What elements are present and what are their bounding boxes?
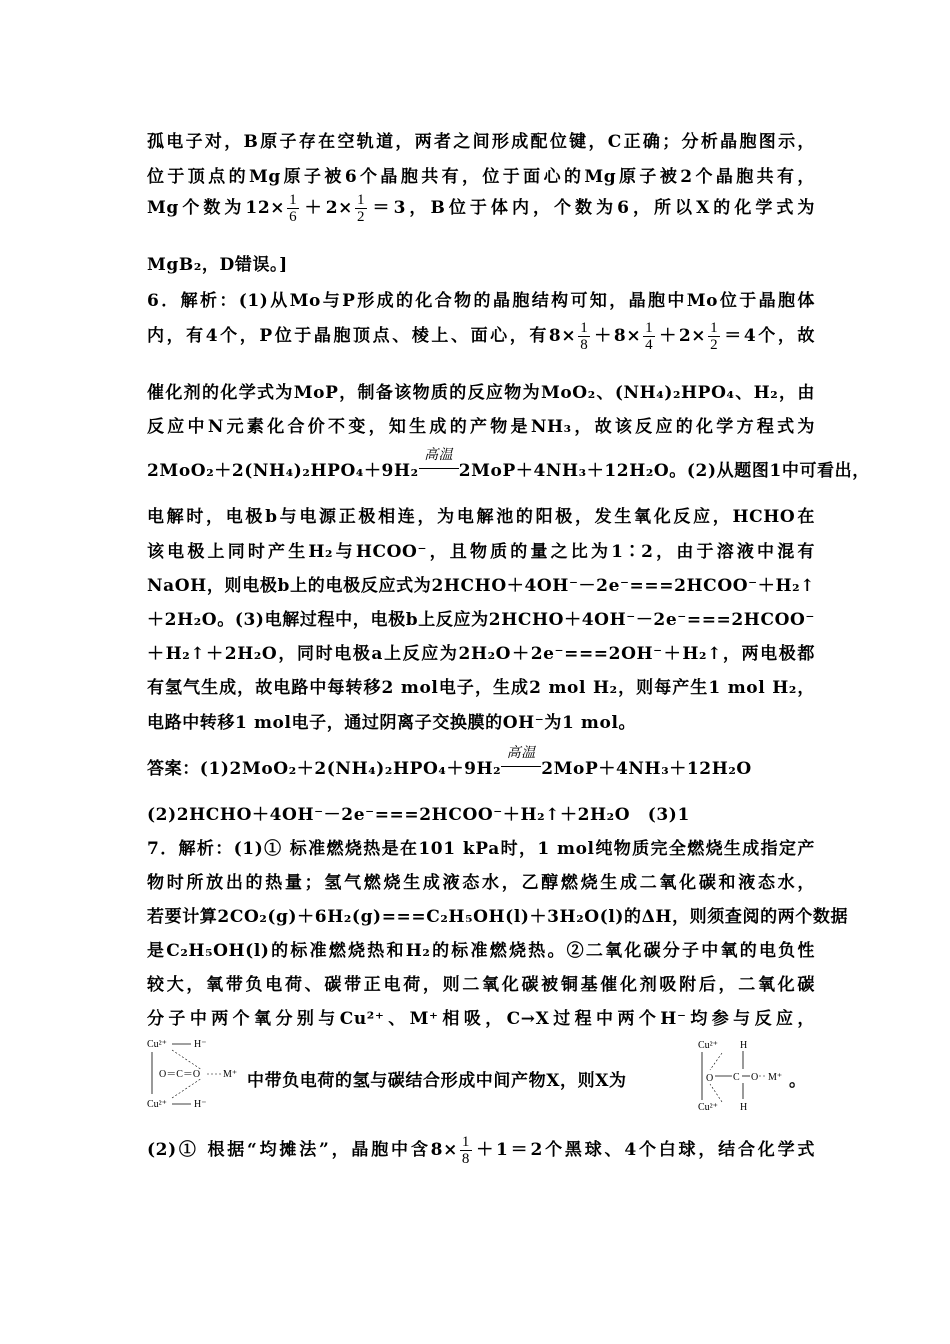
- fraction: $\frac{1}{2}$: [357, 192, 366, 225]
- text-line: 位于顶点的Mg原子被6个晶胞共有，位于面心的Mg原子被2个晶胞共有，: [147, 167, 815, 187]
- text-line: NaOH，则电极b上的电极反应式为2HCHO＋4OH⁻－2e⁻===2HCOO⁻＋H₂↑: [147, 576, 815, 596]
- fraction: $\frac{1}{8}$: [461, 1134, 471, 1167]
- label: Cu²⁺: [698, 1040, 718, 1051]
- text-line: ＋H₂↑＋2H₂O，同时电极a上反应为2H₂O＋2e⁻===2OH⁻＋H₂↑，两电极都: [147, 644, 815, 664]
- text-line: 6．解析：(1)从Mo与P形成的化合物的晶胞结构可知，晶胞中Mo位于晶胞体: [147, 291, 815, 311]
- label: H: [740, 1102, 748, 1113]
- fraction: $\frac{1}{6}$: [289, 192, 298, 225]
- label: O＝C＝O: [159, 1069, 201, 1080]
- text-line: 电解时，电极b与电源正极相连，为电解池的阳极，发生氧化反应，HCHO在: [147, 507, 815, 527]
- label: M⁺: [768, 1072, 783, 1083]
- text-line: ＋2H₂O。(3)电解过程中，电极b上反应为2HCHO＋4OH⁻－2e⁻===2HCOO⁻: [147, 610, 815, 630]
- text-line: 反应中N元素化合价不变，知生成的产物是NH₃，故该反应的化学方程式为: [147, 417, 815, 437]
- text-line: 催化剂的化学式为MoP，制备该物质的反应物为MoO₂、(NH₄)₂HPO₄、H₂，由: [147, 383, 815, 403]
- fraction: $\frac{1}{8}$: [580, 320, 589, 353]
- label: C: [733, 1072, 740, 1083]
- text-line-with-fraction: Mg个数为12× $\frac{1}{6}$ ＋2× $\frac{1}{2}$ ＝3，B位于体内，个数为6，所以X的化学式为: [147, 192, 816, 225]
- label: O: [751, 1072, 759, 1083]
- text-line-with-fraction: (2)① 根据“均摊法”，晶胞中含8× $\frac{1}{8}$ ＋1＝2个黑球、4个白球，结合化学式: [147, 1134, 815, 1167]
- text-line: MgB₂，D错误。]: [147, 255, 288, 275]
- label: O: [706, 1073, 714, 1084]
- label: H⁻: [194, 1099, 207, 1110]
- label: Cu²⁺: [147, 1039, 167, 1050]
- text-line: 。: [789, 1071, 807, 1091]
- label: H: [740, 1040, 748, 1051]
- text-line: 孤电子对，B原子存在空轨道，两者之间形成配位键，C正确；分析晶胞图示，: [147, 132, 815, 152]
- label: Cu²⁺: [698, 1102, 718, 1113]
- text-line: 物时所放出的热量；氢气燃烧生成液态水，乙醇燃烧生成二氧化碳和液态水，: [147, 873, 815, 893]
- text-line: 电路中转移1 mol电子，通过阴离子交换膜的OH⁻为1 mol。: [147, 713, 637, 733]
- label: M⁺: [223, 1069, 238, 1080]
- text-line: 7．解析：(1)① 标准燃烧热是在101 kPa时，1 mol纯物质完全燃烧生成指定产: [147, 839, 815, 859]
- text-line: 有氢气生成，故电路中每转移2 mol电子，生成2 mol H₂，则每产生1 mol H₂，: [147, 678, 815, 698]
- fraction: $\frac{1}{2}$: [710, 320, 719, 353]
- intermediate-x-structure-diagram: [696, 1036, 788, 1116]
- reaction-condition: 高温: [419, 458, 459, 478]
- text-line: 较大，氧带负电荷、碳带正电荷，则二氧化碳被铜基催化剂吸附后，二氧化碳: [147, 975, 815, 995]
- text-line: 中带负电荷的氢与碳结合形成中间产物X，则X为: [247, 1071, 627, 1091]
- adsorption-structure-diagram: [147, 1036, 247, 1112]
- label: H⁻: [194, 1039, 207, 1050]
- answer-line: 答案：(1)2MoO₂＋2(NH₄)₂HPO₄＋9H₂ 高温 2MoP＋4NH₃＋12H₂O: [147, 745, 752, 779]
- text-line: 是C₂H₅OH(l)的标准燃烧热和H₂的标准燃烧热。②二氧化碳分子中氧的电负性: [147, 941, 815, 961]
- answer-line: (2)2HCHO＋4OH⁻－2e⁻===2HCOO⁻＋H₂↑＋2H₂O (3)1: [147, 805, 690, 825]
- reaction-condition: 高温: [501, 756, 541, 776]
- text-line: 该电极上同时产生H₂与HCOO⁻，且物质的量之比为1∶2，由于溶液中混有: [147, 542, 815, 562]
- fraction: $\frac{1}{4}$: [645, 320, 654, 353]
- equation-line: 2MoO₂＋2(NH₄)₂HPO₄＋9H₂ 高温 2MoP＋4NH₃＋12H₂O。(2)从题图1中可看出，: [147, 447, 870, 481]
- text-line: 若要计算2CO₂(g)＋6H₂(g)===C₂H₅OH(l)＋3H₂O(l)的ΔH，则须查阅的两个数据: [147, 907, 849, 927]
- label: Cu²⁺: [147, 1099, 167, 1110]
- text-line-with-fraction: 内，有4个，P位于晶胞顶点、棱上、面心，有8× $\frac{1}{8}$ ＋8× $\frac{1}{4}$ ＋2× $\frac{1}{2}$ ＝4个，故: [147, 320, 816, 353]
- text-line: 分子中两个氧分别与Cu²⁺、M⁺相吸，C→X过程中两个H⁻均参与反应，: [147, 1009, 815, 1029]
